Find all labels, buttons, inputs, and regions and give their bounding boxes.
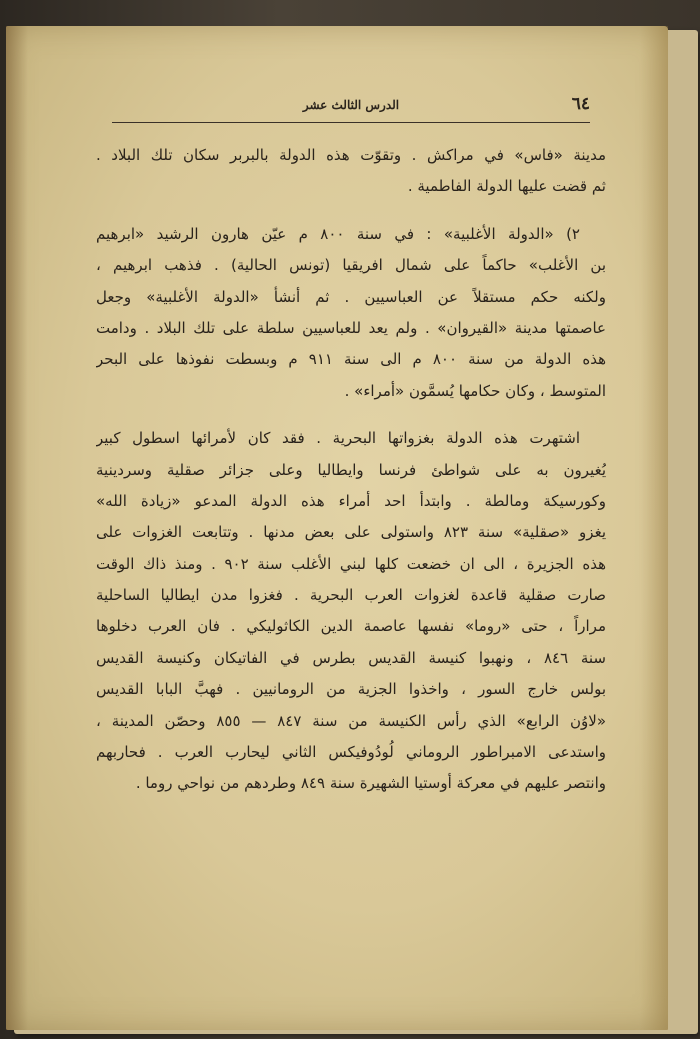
text-line: مراراً ، حتى «روما» نفسها عاصمة الدين الكاثوليكي . فان العرب دخلوها [96, 617, 606, 636]
text-line: يُغيرون به على شواطئ فرنسا وايطاليا وعلى جزائر صقلية وسردينية [96, 460, 606, 479]
text-line: هذه الجزيرة ، الى ان خضعت كلها لبني الأغلب سنة ٩٠٢ . ومنذ ذاك الوقت [96, 554, 606, 573]
text-line: بولس خارج السور ، واخذوا الجزية من الرومانيين . فهبَّ البابا القديس [96, 680, 606, 699]
text-line: بن الأغلب» حاكماً على شمال افريقيا (تونس الحالية) . فذهب ابرهيم ، [96, 256, 606, 275]
text-line: ٢) «الدولة الأغلبية» : في سنة ٨٠٠ م عيّن هارون الرشيد «ابرهيم [96, 224, 580, 243]
text-line: وكورسيكة ومالطة . وابتدأ احد أمراء هذه الدولة المدعو «زيادة الله» [96, 491, 606, 510]
paragraph-gap [96, 407, 606, 423]
text-line: هذه الدولة من سنة ٨٠٠ م الى سنة ٩١١ م وبسطت نفوذها على البحر [96, 350, 606, 369]
page-text [96, 140, 606, 800]
text-line: عاصمتها مدينة «القيروان» . ولم يعد للعباسيين سلطة على تلك البلاد . ودامت [96, 318, 606, 337]
text-line: «لاوُن الرابع» الذي رأس الكنيسة من سنة ٨٤٧ — ٨٥٥ وحصّن المدينة ، [96, 711, 606, 730]
paragraph-2 [96, 219, 606, 407]
text-line: ثم قضت عليها الدولة الفاطمية . [407, 177, 606, 196]
text-line: سنة ٨٤٦ ، ونهبوا كنيسة القديس بطرس في الفاتيكان وكنيسة القديس [96, 648, 606, 667]
text-line: المتوسط ، وكان حكامها يُسمَّون «أمراء» . [344, 381, 606, 400]
page-header [112, 92, 590, 123]
paragraph-gap [96, 203, 606, 219]
page-edge [640, 26, 668, 1030]
text-line: يغزو «صقلية» سنة ٨٢٣ واستولى على بعض مدنها . وتتابعت الغزوات على [96, 523, 606, 542]
text-line: وانتصر عليهم في معركة أوستيا الشهيرة سنة ٨٤٩ وطردهم من نواحي روما . [135, 774, 606, 793]
paragraph-1 [96, 140, 606, 203]
text-line: واستدعى الامبراطور الروماني لُودُوفيكس الثاني ليحارب العرب . فحاربهم [96, 743, 606, 762]
page-number: ٦٤ [571, 94, 590, 114]
text-line: اشتهرت هذه الدولة بغزواتها البحرية . فقد كان لأمرائها اسطول كبير [96, 429, 580, 448]
running-head: الدرس الثالث عشر [302, 98, 400, 112]
text-line: صارت صقلية قاعدة لغزوات العرب البحرية . فغزوا مدن ايطاليا الساحلية [96, 586, 606, 605]
page-gutter [6, 26, 28, 1030]
text-line: ولكنه حكم مستقلاً عن العباسيين . ثم أنشأ «الدولة الأغلبية» وجعل [96, 287, 606, 306]
text-line: مدينة «فاس» في مراكش . وتقوّت هذه الدولة بالبربر سكان تلك البلاد . [96, 146, 606, 164]
paragraph-3 [96, 423, 606, 800]
